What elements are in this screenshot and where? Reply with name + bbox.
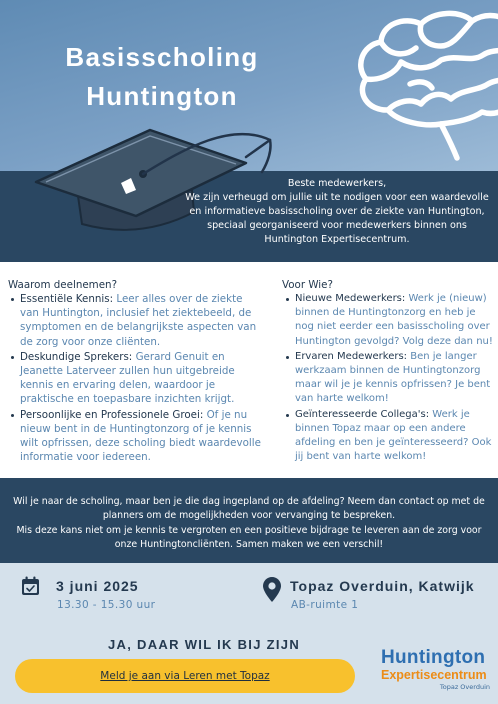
brain-fold bbox=[420, 21, 472, 46]
brain-outline-lower bbox=[441, 104, 498, 124]
item-label: Persoonlijke en Professionele Groei: bbox=[20, 408, 204, 421]
logo-name: Huntington bbox=[381, 647, 486, 668]
event-time: 13.30 - 15.30 uur bbox=[57, 599, 156, 611]
event-room: AB-ruimte 1 bbox=[291, 599, 359, 611]
why-list bbox=[20, 292, 262, 465]
intro-line: speciaal georganiseerd voor medewerkers binnen ons bbox=[207, 220, 467, 231]
notice-line: planners om de mogelijkheden voor vervanging te bespreken. bbox=[102, 510, 396, 522]
title-line-1: Basisscholing bbox=[65, 42, 259, 72]
item-text: Gerard Genuit en Jeanette Laterveer zullen hun uitgebreide kennis en ervaring delen, waardoor je praktische en toepasbare inzichten krijgt. bbox=[20, 350, 235, 406]
intro-line: We zijn verheugd om jullie uit te nodigen voor een waardevolle bbox=[185, 192, 489, 203]
item-text: Ben je langer werkzaam binnen de Huntingtonzorg maar wil je je kennis opfrissen? Je bent van harte welkom! bbox=[295, 350, 491, 405]
item-label: Ervaren Medewerkers: bbox=[295, 350, 408, 362]
item-text: Werk je binnen Topaz maar op een andere afdeling en ben je geïnteresseerd? Ook jij bent van harte welkom! bbox=[295, 408, 492, 463]
who-heading: Voor Wie? bbox=[282, 279, 333, 291]
item-label: Essentiële Kennis: bbox=[20, 293, 114, 305]
cap-tassel-end bbox=[246, 140, 271, 172]
logo-subtitle: Expertisecentrum bbox=[381, 668, 487, 682]
logo-org: Topaz Overduin bbox=[439, 683, 490, 691]
intro-line: Huntington Expertisecentrum. bbox=[264, 234, 410, 245]
event-date: 3 juni 2025 bbox=[56, 578, 139, 594]
item-label: Nieuwe Medewerkers: bbox=[295, 293, 406, 304]
brain-fold bbox=[366, 62, 401, 79]
event-location: Topaz Overduin, Katwijk bbox=[290, 578, 475, 594]
item-label: Geïnteresseerde Collega's: bbox=[295, 408, 430, 420]
intro-line: en informatieve basisscholing over de ziekte van Huntington, bbox=[189, 206, 485, 217]
item-text: Werk je (nieuw) binnen de Huntingtonzorg en heb je nog niet eerder een basisscholing over Huntington gevolgd? Volg deze dan nu! bbox=[295, 293, 493, 347]
brain-fold bbox=[381, 42, 416, 54]
register-button[interactable]: Meld je aan via Leren met Topaz bbox=[15, 659, 355, 693]
list-item bbox=[295, 408, 497, 465]
page-title bbox=[40, 38, 284, 116]
title-line-2: Huntington bbox=[86, 81, 238, 111]
cta-heading: JA, DAAR WIL IK BIJ ZIJN bbox=[108, 637, 301, 652]
list-item bbox=[295, 350, 497, 407]
brain-fold bbox=[388, 101, 421, 110]
list-item bbox=[20, 292, 262, 349]
notice-text bbox=[0, 495, 498, 552]
brain-icon bbox=[352, 8, 498, 164]
list-item bbox=[20, 350, 262, 407]
intro-text bbox=[176, 177, 498, 247]
map-pin-icon bbox=[263, 577, 281, 602]
notice-line: onze Huntingtoncliënten. Samen maken we een verschil! bbox=[114, 538, 384, 550]
who-list bbox=[295, 292, 497, 465]
item-text: Leer alles over de ziekte van Huntington, inclusief het ziektebeeld, de symptomen en de belangrijkste aspecten van de zorg voor onze cliënten. bbox=[20, 293, 257, 348]
notice-line: Mis deze kans niet om je kennis te vergroten en een positieve bijdrage te leveren aan de zorg voor bbox=[16, 524, 482, 536]
item-label: Deskundige Sprekers: bbox=[20, 350, 133, 363]
brain-stem bbox=[441, 124, 457, 158]
intro-line: Beste medewerkers, bbox=[287, 178, 387, 189]
list-item bbox=[295, 292, 497, 349]
notice-line: Wil je naar de scholing, maar ben je die dag ingepland op de afdeling? Neem dan contact op met de bbox=[13, 496, 485, 507]
list-item bbox=[20, 408, 262, 465]
why-heading: Waarom deelnemen? bbox=[8, 279, 118, 291]
calendar-icon bbox=[21, 576, 40, 596]
item-text: Of je nu nieuw bent in de Huntingtonzorg of je kennis wilt opfrissen, deze scholing biedt waardevolle informatie voor iedereen. bbox=[20, 408, 261, 464]
brain-fold bbox=[410, 82, 432, 88]
